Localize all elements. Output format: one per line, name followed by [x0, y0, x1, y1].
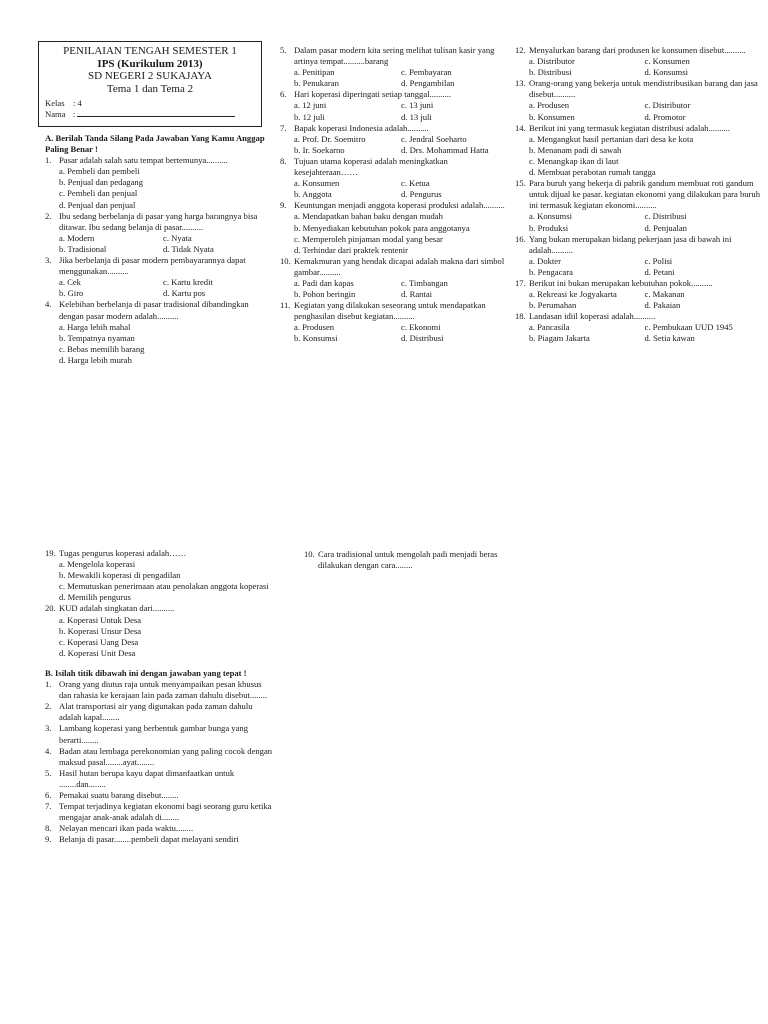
question-row [45, 299, 267, 321]
question-number: 11. [280, 300, 291, 311]
question-text: Hari koperasi diperingati setiap tanggal.......... [294, 89, 452, 100]
fill-in-number: 3. [45, 723, 52, 734]
answer-option[interactable]: a. Mendapatkan bahan baku dengan mudah [294, 211, 443, 222]
question-text: Dalam pasar modern kita sering melihat tulisan kasir yang artinya tempat..........barang [294, 45, 495, 67]
nama-row [45, 109, 255, 120]
answer-option[interactable]: b. Tradisional [59, 243, 107, 254]
answer-option[interactable]: b. Pengacara [529, 266, 573, 277]
fill-in-text[interactable]: Tempat terjadinya kegiatan ekonomi bagi seorang guru ketika mengajar anak-anak adalah di........ [59, 801, 272, 823]
question-number: 13. [515, 78, 526, 89]
answer-options [45, 615, 275, 659]
answer-options [515, 256, 760, 278]
fill-in-text[interactable]: Alat transportasi air yang digunakan pada zaman dahulu adalah kapal........ [59, 701, 253, 723]
answer-option[interactable]: b. Konsumsi [294, 333, 338, 344]
question-number: 3. [45, 255, 52, 266]
question-item [515, 123, 760, 178]
question-text: Tugas pengurus koperasi adalah…… [59, 548, 187, 558]
answer-option[interactable]: a. Mengangkut hasil pertanian dari desa ke kota [529, 133, 694, 144]
question-number: 10. [280, 255, 291, 266]
question-text: Ibu sedang berbelanja di pasar yang harga barangnya bisa ditawar. Ibu sedang belanja di pasar.......... [59, 210, 258, 232]
column-5 [304, 549, 504, 571]
answer-option[interactable]: b. Pohon beringin [294, 289, 356, 300]
answer-option[interactable]: c. 13 juni [401, 100, 434, 111]
answer-option[interactable]: b. 12 juli [294, 111, 325, 122]
answer-option[interactable]: d. Harga lebih murah [59, 354, 132, 365]
section-a-questions-1 [45, 155, 267, 366]
fill-in-number: 8. [45, 823, 52, 834]
answer-option[interactable]: d. Drs. Mohammad Hatta [401, 144, 489, 155]
theme-title: Tema 1 dan Tema 2 [106, 82, 194, 95]
answer-option[interactable]: b. Perumahan [529, 300, 577, 311]
question-number: 6. [280, 89, 287, 100]
answer-options [45, 166, 267, 210]
fill-in-item [304, 549, 504, 571]
answer-option[interactable]: d. Distribusi [401, 333, 444, 344]
fill-in-text[interactable]: Cara tradisional untuk mengolah padi menjadi beras dilakukan dengan cara........ [318, 549, 498, 571]
answer-options [280, 278, 508, 300]
question-text: Berikut ini yang termasuk kegiatan distribusi adalah.......... [529, 122, 730, 133]
answer-option[interactable]: a. Konsumsi [529, 211, 572, 222]
question-number: 7. [280, 122, 287, 133]
nama-colon: : [73, 108, 76, 119]
answer-option[interactable]: d. Rantai [401, 289, 433, 300]
question-text: KUD adalah singkatan dari.......... [59, 603, 175, 614]
answer-options [515, 100, 760, 122]
question-row [45, 548, 275, 559]
answer-option[interactable]: b. Penjual dan pedagang [59, 177, 144, 188]
answer-options [515, 289, 760, 311]
question-item [280, 123, 508, 156]
question-item [45, 548, 275, 603]
answer-option[interactable]: b. Anggota [294, 189, 332, 200]
answer-options [515, 134, 760, 178]
question-item [515, 45, 760, 78]
answer-option[interactable]: a. Padi dan kapas [294, 277, 354, 288]
question-text: Jika berbelanja di pasar modern pembayarannya dapat menggunakan.......... [59, 255, 246, 277]
answer-option[interactable]: c. Bebas memilih barang [59, 343, 145, 354]
answer-options [45, 233, 267, 255]
question-row [280, 45, 508, 67]
answer-option[interactable]: a. 12 juni [294, 100, 327, 111]
question-item [280, 45, 508, 89]
question-row [45, 211, 267, 233]
fill-in-item [45, 801, 275, 823]
fill-in-text[interactable]: Nelayan mencari ikan pada waktu........ [59, 823, 194, 834]
answer-option[interactable]: d. Kartu pos [163, 288, 206, 299]
fill-in-number: 9. [45, 834, 52, 845]
question-row [45, 603, 275, 614]
question-row [515, 178, 760, 211]
answer-option[interactable]: d. Pakaian [644, 300, 681, 311]
answer-options [515, 56, 760, 78]
question-text: Yang bukan merupakan bidang pekerjaan jasa di bawah ini adalah.......... [529, 233, 732, 255]
fill-in-text[interactable]: Orang yang diutus raja untuk menyampaikan pesan khusus dan rahasia ke kerajaan lain pada zaman dahulu disebut........ [59, 679, 268, 701]
answer-option[interactable]: a. Produsen [529, 100, 570, 111]
answer-option[interactable]: d. Terhindar dari praktek rentenir [294, 244, 409, 255]
answer-options [45, 322, 267, 366]
question-item [515, 178, 760, 233]
answer-option[interactable]: d. Tidak Nyata [163, 243, 214, 254]
question-number: 9. [280, 200, 287, 211]
question-item [280, 156, 508, 200]
answer-option[interactable]: c. Polisi [644, 255, 673, 266]
question-number: 16. [515, 233, 526, 244]
answer-option[interactable]: b. Distribusi [529, 67, 572, 78]
column-2 [280, 45, 508, 345]
answer-option[interactable]: d. Petani [644, 266, 675, 277]
section-a-title: A. Berilah Tanda Silang Pada Jawaban Yang Kamu Anggap Paling Benar ! [45, 133, 265, 155]
fill-in-item [45, 723, 275, 745]
answer-option[interactable]: a. Mengelola koperasi [59, 559, 136, 570]
question-number: 5. [280, 45, 287, 55]
question-number: 19. [45, 548, 56, 558]
fill-in-number: 6. [45, 789, 52, 800]
answer-option[interactable]: c. Memutuskan penerimaan atau penolakan anggota koperasi [59, 581, 269, 592]
kelas-row [45, 98, 255, 109]
question-item [515, 78, 760, 122]
question-row [515, 78, 760, 100]
answer-option[interactable]: c. Pembayaran [401, 67, 452, 78]
answer-option[interactable]: a. Penitipan [294, 67, 335, 78]
question-text: Bapak koperasi Indonesia adalah.......... [294, 122, 429, 133]
question-number: 2. [45, 210, 52, 221]
fill-in-item [45, 768, 275, 790]
answer-option[interactable]: b. Piagam Jakarta [529, 333, 590, 344]
school-name: SD NEGERI 2 SUKAJAYA [88, 70, 212, 82]
answer-options [45, 277, 267, 299]
answer-option[interactable]: c. Nyata [163, 232, 192, 243]
fill-in-text[interactable]: Hasil hutan berupa kayu dapat dimanfaatkan untuk ........dan........ [59, 767, 235, 789]
answer-option[interactable]: a. Koperasi Untuk Desa [59, 614, 142, 625]
question-item [515, 234, 760, 278]
answer-options [280, 134, 508, 156]
answer-option[interactable]: c. Pembeli dan penjual [59, 188, 138, 199]
column-1 [45, 133, 267, 366]
answer-option[interactable]: c. Pembukaan UUD 1945 [644, 322, 733, 333]
question-row [280, 89, 508, 100]
answer-option[interactable]: d. Penjual dan penjual [59, 199, 136, 210]
answer-options [280, 322, 508, 344]
question-row [280, 123, 508, 134]
answer-option[interactable]: c. Koperasi Uang Desa [59, 636, 139, 647]
answer-option[interactable]: d. Koperasi Unit Desa [59, 647, 136, 658]
answer-options [515, 322, 760, 344]
answer-option[interactable]: d. Promotor [644, 111, 686, 122]
fill-in-text[interactable]: Belanja di pasar........pembeli dapat melayani sendiri [59, 834, 239, 845]
question-text: Orang-orang yang bekerja untuk mendistribusikan barang dan jasa disebut.......... [529, 78, 758, 100]
section-b-questions-1 [45, 679, 275, 845]
question-item [515, 311, 760, 344]
fill-in-item [45, 790, 275, 801]
answer-option[interactable]: b. Ir. Soekarno [294, 144, 345, 155]
question-row [45, 255, 267, 277]
fill-in-item [45, 679, 275, 701]
fill-in-item [45, 701, 275, 723]
nama-input-line[interactable] [77, 109, 235, 117]
section-a-questions-4 [45, 548, 275, 659]
section-a-questions-2 [280, 45, 508, 345]
fill-in-item [45, 823, 275, 834]
column-3 [515, 45, 760, 345]
question-number: 18. [515, 311, 526, 322]
section-b-questions-2 [304, 549, 504, 571]
question-row [280, 256, 508, 278]
answer-option[interactable]: d. Konsumsi [644, 67, 688, 78]
answer-option[interactable]: d. Setia kawan [644, 333, 695, 344]
answer-option[interactable]: d. Penjualan [644, 222, 687, 233]
answer-option[interactable]: a. Produsen [294, 322, 335, 333]
question-number: 20. [45, 603, 56, 614]
answer-option[interactable]: c. Timbangan [401, 277, 448, 288]
answer-options [515, 211, 760, 233]
fill-in-item [45, 746, 275, 768]
fill-in-item [45, 834, 275, 845]
fill-in-number: 7. [45, 801, 52, 812]
answer-option[interactable]: a. Konsumen [294, 178, 340, 189]
answer-option[interactable]: b. Tempatnya nyaman [59, 332, 135, 343]
question-text: Menyalurkan barang dari produsen ke konsumen disebut.......... [529, 45, 746, 55]
question-text: Berikut ini bukan merupakan kebutuhan pokok.......... [529, 277, 713, 288]
answer-option[interactable]: d. Pengambilan [401, 78, 455, 89]
exam-header [38, 41, 262, 127]
question-item [280, 256, 508, 300]
fill-in-number: 5. [45, 767, 52, 778]
answer-option[interactable]: a. Pembeli dan pembeli [59, 166, 140, 177]
question-number: 15. [515, 178, 526, 189]
fill-in-text[interactable]: Lambang koperasi yang berbentuk gambar bunga yang berarti........ [59, 723, 248, 745]
question-row [515, 278, 760, 289]
question-row [515, 45, 760, 56]
answer-option[interactable]: c. Makanan [644, 289, 685, 300]
question-text: Kemakmuran yang hendak dicapai adalah makna dari simbol gambar.......... [294, 255, 505, 277]
answer-option[interactable]: c. Memperoleh pinjaman modal yang besar [294, 233, 443, 244]
question-item [45, 603, 275, 658]
kelas-label: Kelas [45, 98, 65, 108]
answer-option[interactable]: b. Penukaran [294, 78, 339, 89]
answer-option[interactable]: c. Ekonomi [401, 322, 441, 333]
question-number: 4. [45, 299, 52, 310]
question-number: 8. [280, 155, 287, 166]
fill-in-number: 4. [45, 745, 52, 756]
answer-option[interactable]: a. Modern [59, 232, 95, 243]
answer-options [280, 67, 508, 89]
question-text: Pasar adalah salah satu tempat bertemunya.......... [59, 155, 228, 166]
question-text: Kegiatan yang dilakukan seseorang untuk mendapatkan penghasilan disebut kegiatan.......... [294, 300, 486, 322]
question-item [280, 89, 508, 122]
question-item [45, 211, 267, 255]
question-row [515, 234, 760, 256]
question-item [45, 255, 267, 299]
question-text: Para buruh yang bekerja di pabrik gandum membuat roti gandum untuk dijual ke pasar. kegiatan ekonomi yang dilakukan para buruh ini termasuk kegiatan ekonomi.......... [529, 178, 761, 211]
question-row [515, 311, 760, 322]
answer-options [45, 559, 275, 603]
fill-in-number: 2. [45, 701, 52, 712]
question-item [280, 200, 508, 255]
question-row [515, 123, 760, 134]
answer-option[interactable]: b. Menanam padi di sawah [529, 144, 622, 155]
answer-option[interactable]: a. Prof. Dr. Soemitro [294, 133, 366, 144]
question-text: Tujuan utama koperasi adalah meningkatkan kesejahteraan…… [294, 155, 448, 178]
answer-option[interactable]: b. Giro [59, 288, 84, 299]
fill-in-number: 1. [45, 679, 52, 690]
answer-options [280, 100, 508, 122]
answer-options [280, 211, 508, 255]
question-row [280, 200, 508, 211]
fill-in-number: 10. [304, 549, 315, 559]
question-item [45, 155, 267, 210]
fill-in-text[interactable]: Badan atau lembaga perekonomian yang paling cocok dengan maksud pasal........ayat........ [59, 745, 273, 767]
answer-option[interactable]: a. Cek [59, 277, 81, 288]
section-a-questions-3 [515, 45, 760, 345]
question-row [280, 300, 508, 322]
answer-option[interactable]: c. Menangkap ikan di laut [529, 155, 619, 166]
question-number: 17. [515, 277, 526, 288]
exam-title: PENILAIAN TENGAH SEMESTER 1 [63, 45, 237, 57]
answer-option[interactable]: d. Memilih pengurus [59, 592, 131, 603]
answer-options [280, 178, 508, 200]
answer-option[interactable]: c. Distributor [644, 100, 691, 111]
answer-option[interactable]: b. Mewakili koperasi di pengadilan [59, 570, 181, 581]
nama-label: Nama [45, 108, 66, 119]
answer-option[interactable]: b. Koperasi Unsur Desa [59, 625, 142, 636]
answer-option[interactable]: d. 13 juli [401, 111, 432, 122]
answer-option[interactable]: a. Pancasila [529, 322, 570, 333]
question-number: 1. [45, 155, 52, 166]
question-item [280, 300, 508, 344]
answer-option[interactable]: b. Menyediakan kebutuhan pokok para anggotanya [294, 222, 470, 233]
question-item [45, 299, 267, 366]
kelas-value: : 4 [73, 98, 82, 108]
answer-option[interactable]: c. Ketua [401, 178, 430, 189]
column-4 [45, 548, 275, 845]
answer-option[interactable]: a. Distributor [529, 56, 575, 67]
answer-option[interactable]: c. Kartu kredit [163, 277, 213, 288]
answer-option[interactable]: c. Konsumen [644, 56, 690, 67]
answer-option[interactable]: d. Membuat perabotan rumah tangga [529, 167, 656, 178]
question-text: Landasan idiil koperasi adalah.......... [529, 311, 656, 322]
answer-option[interactable]: b. Konsumen [529, 111, 575, 122]
question-number: 12. [515, 45, 526, 55]
answer-option[interactable]: c. Distribusi [644, 211, 687, 222]
answer-option[interactable]: a. Rekreasi ke Jogyakarta [529, 289, 617, 300]
question-row [280, 156, 508, 178]
answer-option[interactable]: d. Pengurus [401, 189, 442, 200]
answer-option[interactable]: a. Harga lebih mahal [59, 321, 131, 332]
fill-in-text[interactable]: Pemakai suatu barang disebut........ [59, 789, 179, 800]
answer-option[interactable]: c. Jendral Soeharto [401, 133, 467, 144]
section-b-title: B. Isilah titik dibawah ini dengan jawaban yang tepat ! [45, 667, 247, 678]
answer-option[interactable]: a. Dokter [529, 255, 561, 266]
question-text: Kelebihan berbelanja di pasar tradisional dibandingkan dengan pasar modern adalah.......... [59, 299, 249, 321]
answer-option[interactable]: b. Produksi [529, 222, 569, 233]
question-number: 14. [515, 122, 526, 133]
question-row [45, 155, 267, 166]
question-item [515, 278, 760, 311]
question-text: Keuntungan menjadi anggota koperasi produksi adalah.......... [294, 200, 505, 211]
subject-title: IPS (Kurikulum 2013) [97, 57, 203, 70]
